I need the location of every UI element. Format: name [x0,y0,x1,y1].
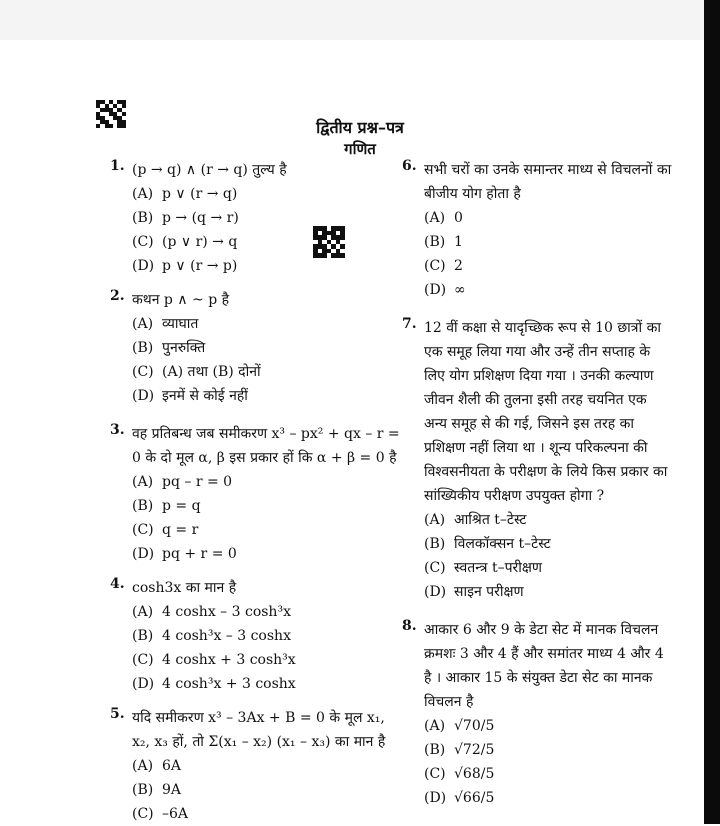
option-text: √66/5 [454,790,495,806]
option-label: (D) [132,676,155,692]
option-c [132,648,400,672]
option-c [424,556,672,580]
option-text: p ∨ (r → q) [162,186,238,202]
option-label: (A) [132,186,154,202]
option-text: साइन परीक्षण [454,584,524,600]
question-1 [110,158,400,278]
option-text: √68/5 [454,766,495,782]
question-4 [110,576,400,696]
question-stem: वह प्रतिबन्ध जब समीकरण x³ – px² + qx – r = 0 के दो मूल α, β इस प्रकार हों कि α + β = 0 है [132,426,400,466]
question-number: 2. [110,288,125,304]
option-a [132,182,400,206]
scan-shadow-top [0,0,720,40]
option-a [132,754,400,778]
option-text: √72/5 [454,742,495,758]
option-label: (A) [132,604,154,620]
option-b [132,336,400,360]
paper-subject: गणित [344,140,376,158]
option-label: (B) [132,782,154,798]
option-label: (B) [132,628,154,644]
option-label: (B) [132,210,154,226]
question-stem: यदि समीकरण x³ – 3Ax + B = 0 के मूल x₁, x₂, x₃ हों, तो Σ(x₁ – x₂) (x₁ – x₃) का मान है [132,710,386,750]
option-text: पुनरुक्ति [162,340,206,356]
option-label: (A) [424,718,446,734]
option-c [424,762,672,786]
option-label: (D) [424,282,447,298]
option-label: (C) [132,234,154,250]
question-8 [402,618,672,810]
question-stem: कथन p ∧ ~ p है [132,292,230,308]
option-d [424,278,672,302]
question-stem: सभी चरों का उनके समान्तर माध्य से विचलनों का बीजीय योग होता है [424,162,672,202]
option-label: (D) [132,546,155,562]
option-text: 4 coshx + 3 cosh³x [162,652,296,668]
option-text: –6A [162,806,189,822]
option-label: (C) [424,258,446,274]
option-text: ∞ [454,282,466,298]
option-label: (A) [132,316,154,332]
option-text: 6A [162,758,182,774]
option-text: 1 [454,234,463,250]
option-a [424,508,672,532]
option-b [424,230,672,254]
question-number: 3. [110,422,125,438]
option-text: स्वतन्त्र t–परीक्षण [454,560,543,576]
option-text: 4 coshx – 3 cosh³x [162,604,291,620]
option-text: p → (q → r) [162,210,239,226]
paper-title: द्वितीय प्रश्न–पत्र [316,118,404,137]
right-column [402,158,672,810]
question-number: 8. [402,618,417,634]
option-label: (D) [132,388,155,404]
option-d [132,672,400,696]
option-label: (C) [132,652,154,668]
question-number: 6. [402,158,417,174]
option-text: 0 [454,210,463,226]
option-b [424,738,672,762]
option-d [424,580,672,604]
option-text: व्याघात [162,316,199,332]
question-6 [402,158,672,302]
option-label: (C) [424,766,446,782]
option-label: (A) [132,758,154,774]
option-label: (B) [132,498,154,514]
option-b [132,778,400,802]
option-label: (D) [424,584,447,600]
option-a [132,470,400,494]
option-text: q = r [162,522,199,538]
option-c [132,518,400,542]
option-label: (A) [424,210,446,226]
question-2 [110,288,400,408]
option-text: pq + r = 0 [162,546,237,562]
option-label: (A) [132,474,154,490]
question-stem: cosh3x का मान है [132,580,237,596]
option-text: √70/5 [454,718,495,734]
option-text: p = q [162,498,201,514]
option-d [132,542,400,566]
option-label: (C) [132,364,154,380]
option-label: (A) [424,512,446,528]
question-number: 1. [110,158,125,174]
option-text: pq – r = 0 [162,474,233,490]
option-label: (C) [424,560,446,576]
question-5 [110,706,400,826]
option-a [132,600,400,624]
question-stem: (p → q) ∧ (r → q) तुल्य है [132,162,287,178]
option-label: (B) [424,742,446,758]
option-c [424,254,672,278]
option-text: 4 cosh³x + 3 coshx [162,676,296,692]
option-c [132,230,400,254]
option-text: 2 [454,258,463,274]
option-a [132,312,400,336]
option-b [132,494,400,518]
option-b [424,532,672,556]
option-a [424,714,672,738]
option-label: (D) [132,258,155,274]
question-3 [110,422,400,566]
option-text: आश्रित t–टेस्ट [454,512,527,528]
option-text: इनमें से कोई नहीं [162,388,248,404]
option-c [132,802,400,826]
option-text: (A) तथा (B) दोनों [162,364,261,380]
option-a [424,206,672,230]
option-c [132,360,400,384]
question-number: 5. [110,706,125,722]
option-d [424,786,672,810]
option-b [132,206,400,230]
question-stem: 12 वीं कक्षा से यादृच्छिक रूप से 10 छात्रों का एक समूह लिया गया और उन्हें तीन सप्ताह के लिए योग प्रशिक्षण दिया गया । उनकी कल्याण जीवन शैली की तुलना इसी तरह चयनित एक अन्य समूह से की गई, जिसने इस तरह का प्रशिक्षण नहीं लिया था । शून्य परिकल्पना की विश्वसनीयता के परीक्षण के लिये किस प्रकार का सांख्यिकीय परीक्षण उपयुक्त होगा ? [424,320,668,504]
option-d [132,384,400,408]
option-label: (D) [424,790,447,806]
option-label: (C) [132,522,154,538]
option-label: (B) [132,340,154,356]
option-label: (C) [132,806,154,822]
question-number: 7. [402,316,417,332]
option-d [132,254,400,278]
option-b [132,624,400,648]
question-stem: आकार 6 और 9 के डेटा सेट में मानक विचलन क्रमशः 3 और 4 हैं और समांतर माध्य 4 और 4 है । आकार 15 के संयुक्त डेटा सेट का मानक विचलन है [424,622,664,710]
option-label: (B) [424,234,446,250]
question-7 [402,316,672,604]
option-text: p ∨ (r → p) [162,258,238,274]
option-label: (B) [424,536,446,552]
question-number: 4. [110,576,125,592]
option-text: 9A [162,782,182,798]
option-text: विलकॉक्सन t–टेस्ट [454,536,551,552]
option-text: (p ∨ r) → q [162,234,238,250]
option-text: 4 cosh³x – 3 coshx [162,628,291,644]
left-column [110,158,400,826]
